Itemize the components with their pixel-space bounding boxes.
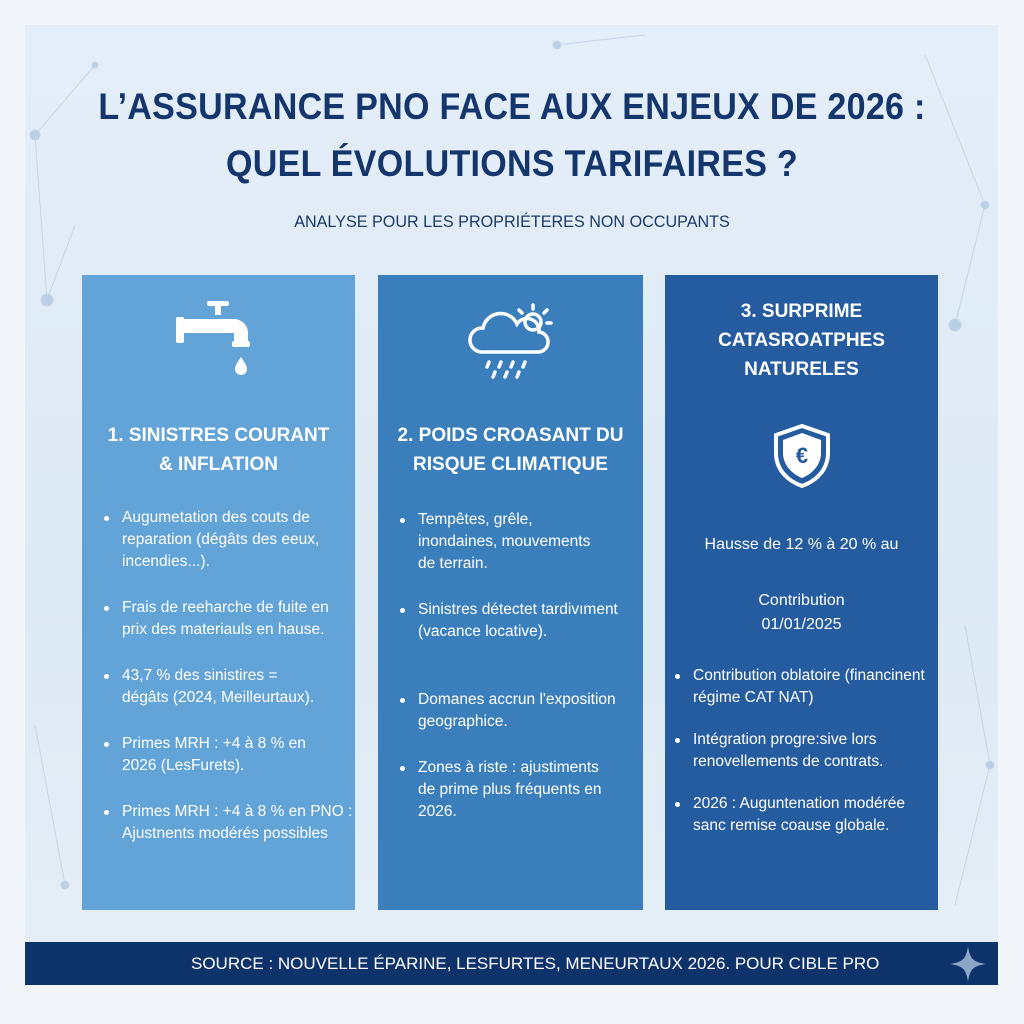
bullet-item: 43,7 % des sinistires = dégâts (2024, Meilleurtaux). bbox=[102, 665, 349, 709]
card-climatique bbox=[378, 275, 643, 910]
main-title-line1: L’ASSURANCE PNO FACE AUX ENJEUX DE 2026 : bbox=[98, 86, 926, 127]
increase-text: Hausse de 12 % à 20 % au bbox=[704, 536, 899, 553]
card-title: NATURELES bbox=[744, 359, 859, 380]
main-title-line2: QUEL ÉVOLUTIONS TARIFAIRES ? bbox=[226, 143, 798, 184]
bullet-item: Frais de reeharche de fuite en prix des materiauls en hause. bbox=[102, 597, 349, 641]
contribution-label: Contribution bbox=[758, 592, 845, 609]
cloud-rain-sun-icon bbox=[378, 300, 643, 385]
faucet-icon bbox=[82, 297, 355, 387]
card-title: CATASROATPHES bbox=[718, 330, 885, 351]
card-title: 1. SINISTRES COURANT bbox=[107, 425, 330, 446]
source-text: SOURCE : NOUVELLE ÉPARINE, LESFURTES, MENEURTAUX 2026. POUR CIBLE PRO bbox=[191, 953, 880, 973]
card-sinistres bbox=[82, 275, 355, 910]
svg-text:€: € bbox=[795, 443, 808, 468]
bullet-item: Primes MRH : +4 à 8 % en PNO : Ajustnents modérés possibles bbox=[102, 801, 379, 845]
card-title: 3. SURPRIME bbox=[740, 301, 863, 322]
bullet-item: Sinistres détectet tardivıment (vacance locative). bbox=[398, 599, 637, 643]
sparkle-icon bbox=[945, 942, 991, 985]
card-title: RISQUE CLIMATIQUE bbox=[413, 454, 608, 475]
bullet-item: Augumetation des couts de reparation (dégâts des eeux, incendies...). bbox=[102, 507, 349, 573]
bullet-item: Intégration progre:sive lors renovellements de contrats. bbox=[673, 729, 932, 773]
card-catnat bbox=[665, 275, 938, 910]
shield-euro-icon bbox=[665, 423, 938, 489]
bullet-item: Domanes accrun l'exposition geographice. bbox=[398, 689, 637, 733]
card-title: 2. POIDS CROASANT DU bbox=[397, 425, 624, 446]
bullet-item: Primes MRH : +4 à 8 % en 2026 (LesFurets). bbox=[102, 733, 349, 777]
subtitle: ANALYSE POUR LES PROPRIÉTERES NON OCCUPANTS bbox=[294, 212, 730, 231]
bullet-item: Tempêtes, grêle, inondaines, mouvements de terrain. bbox=[398, 509, 637, 575]
contribution-date: 01/01/2025 bbox=[761, 616, 842, 633]
bullet-item: Zones à riste : ajustiments de prime plus fréquents en 2026. bbox=[398, 757, 637, 823]
card-title: & INFLATION bbox=[159, 454, 278, 475]
bullet-item: Contribution oblatoire (financinent régime CAT NAT) bbox=[673, 665, 932, 709]
source-footer bbox=[25, 942, 998, 985]
bullet-item: 2026 : Auguntenation modérée sanc remise coause globale. bbox=[673, 793, 932, 837]
